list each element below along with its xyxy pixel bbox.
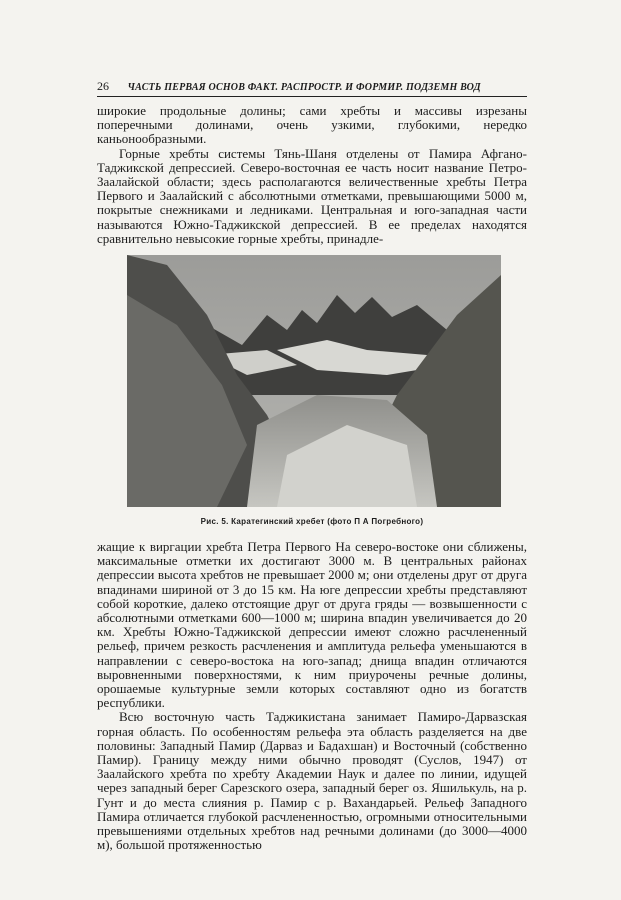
mountain-photo: [127, 255, 501, 507]
mountain-photo-image: [127, 255, 501, 507]
running-header: [97, 79, 527, 94]
running-title: ЧАСТЬ ПЕРВАЯ ОСНОВ ФАКТ. РАСПРОСТР. И ФОРМИР. ПОДЗЕМН ВОД: [127, 82, 481, 93]
paragraph: широкие продольные долины; сами хребты и массивы изрезаны поперечными долинами, очень узкими, глубокими, нередко каньонообразными.: [97, 103, 527, 147]
paragraph: жащие к виргации хребта Петра Первого На северо-востоке они сближены, максимальные отметки их достигают 3000 м. В центральных районах депрессии высота хребтов не превышает 2000 м; они отделены друг от друга впадинами шириной от 3 до 15 км. На юге депрессии хребты представляют собой короткие, далеко отстоящие друг от друга гряды — возвышенности с абсолютными отметками 600—1000 м; ширина впадин увеличивается до 20 км. Хребты Южно-Таджикской депрессии имеют сложно расчлененный рельеф, причем резкость расчленения и амплитуда рельефа уменьшаются в направлении с северо-востока на юго-запад; днища впадин отличаются выровненными поверхностями, к ним приурочены речные долины, орошаемые культурные земли которых составляют одно из богатств республики.: [97, 539, 527, 711]
paragraph: Горные хребты системы Тянь-Шаня отделены от Памира Афгано-Таджикской депрессией. Северо-восточная ее часть носит название Петро-Заалайской области; здесь располагаются величественные хребты Петра Первого и Заалайский с абсолютными отметками, превышающими 5000 м, покрытые снежниками и ледниками. Центральная и юго-западная части называются Южно-Таджикской депрессией. В ее пределах находятся сравнительно невысокие горные хребты, принадле-: [97, 145, 527, 246]
header-divider: [97, 96, 527, 97]
page-number: 26: [97, 79, 109, 93]
text-block-bottom: [97, 540, 527, 852]
text-block-top: [97, 104, 527, 246]
figure-caption: Рис. 5. Каратегинский хребет (фото П А Погребного): [200, 517, 424, 526]
paragraph: Всю восточную часть Таджикистана занимает Памиро-Дарвазская горная область. По особенностям рельефа эта область разделяется на две половины: Западный Памир (Дарваз и Бадахшан) и Восточный (собственно Памир). Границу между ними обычно проводят (Суслов, 1947) от Заалайского хребта по хребту Академии Наук и далее по линии, идущей через западный берег Сарезского озера, западный берег оз. Яшилькуль, на р. Гунт и до места слияния р. Памир с р. Вахандарьей. Рельеф Западного Памира отличается глубокой расчлененностью, огромными относительными превышениями отдельных хребтов над речными долинами (до 3000—4000 м), большой протяженностью: [97, 709, 527, 853]
